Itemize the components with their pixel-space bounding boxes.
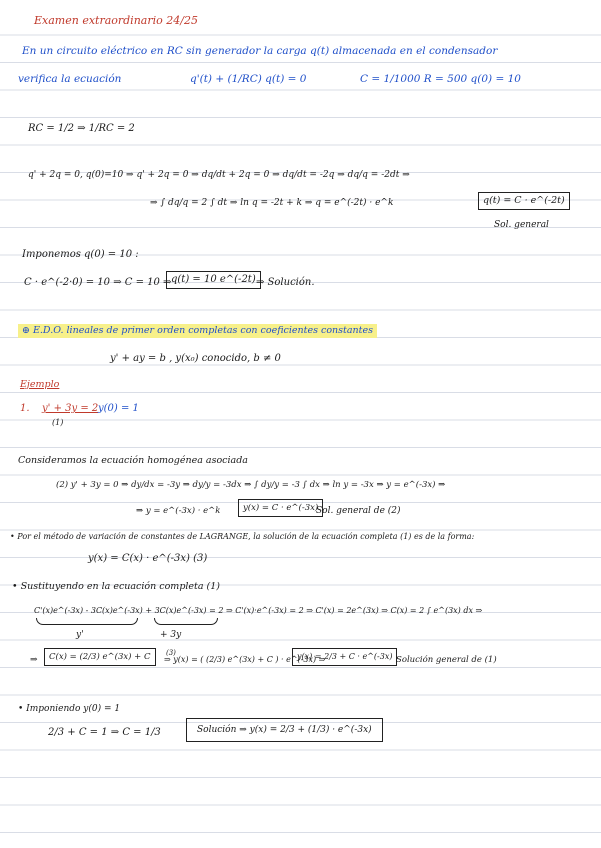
particular-solution-label: ⇒ Solución. [256,277,315,288]
section-heading: ⊕ E.D.O. lineales de primer orden completas con coeficientes constantes [18,324,377,338]
section-form: y' + ay = b , y(x₀) conocido, b ≠ 0 [110,353,281,364]
impose-line-2: 2/3 + C = 1 ⇒ C = 1/3 [48,727,161,738]
example-condition: y(0) = 1 [98,403,139,414]
general-box-1: y(x) = 2/3 + C · e^(-3x) [292,648,397,666]
homog-solution-box: y(x) = C · e^(-3x) [238,499,323,517]
general-solution-label: Sol. general [494,220,549,230]
homog-line: (2) y' + 3y = 0 ⇒ dy/dx = -3y ⇒ dy/y = -3dx ⇒ ∫ dy/y = -3 ∫ dx ⇒ ln y = -3x ⇒ y = e^(-3x) ⇒ [56,480,446,490]
subst-label: • Sustituyendo en la ecuación completa (1) [12,581,221,592]
problem-line-2-lead: verifica la ecuación [18,73,122,85]
brace-left-label: y' [76,630,84,640]
lagrange-form: y(x) = C(x) · e^(-3x) (3) [88,553,208,564]
rc-line: RC = 1/2 ⇒ 1/RC = 2 [28,123,135,134]
homog-label: Consideramos la ecuación homogénea asociada [18,455,248,466]
brace-right-label: + 3y [160,630,182,640]
page-title: Examen extraordinario 24/25 [34,14,198,27]
general-label-1: Solución general de (1) [396,655,497,665]
homog-solution-label: Sol. general de (2) [316,506,401,516]
example-number: 1. [20,403,30,414]
ode-line: q' + 2q = 0, q(0)=10 ⇒ q' + 2q = 0 ⇒ dq/dt + 2q = 0 ⇒ dq/dt = -2q ⇒ dq/q = -2dt ⇒ [28,170,410,180]
lagrange-line: • Por el método de variación de constantes de LAGRANGE, la solución de la ecuación completa (1) es de la forma: [10,532,475,541]
general-solution-box: q(t) = C · e^(-2t) [478,192,570,210]
impose-label-2: • Imponiendo y(0) = 1 [18,704,121,714]
example-eq-tag: (1) [52,418,64,427]
impose-line: C · e^(-2·0) = 10 ⇒ C = 10 ⇒ [24,277,172,288]
particular-solution-box: q(t) = 10 e^(-2t) [166,271,261,289]
impose-label: Imponemos q(0) = 10 : [22,249,139,260]
subst-line: C'(x)e^(-3x) - 3C(x)e^(-3x) + 3C(x)e^(-3x) = 2 ⇒ C'(x)·e^(-3x) = 2 ⇒ C'(x) = 2e^(3x) ⇒ C(x) = 2 ∫ e^(3x) dx ⇒ [34,606,483,615]
brace-y-prime [36,618,138,625]
homog-line-2: ⇒ y = e^(-3x) · e^k [136,506,221,516]
problem-equation: q'(t) + (1/RC) q(t) = 0 [190,73,307,85]
implies-arrow: ⇒ [30,655,38,665]
brace-3y [154,618,218,625]
final-solution-box: Solución ⇒ y(x) = 2/3 + (1/3) · e^(-3x) [186,718,383,742]
example-label: Ejemplo [20,379,60,390]
problem-line-1: En un circuito eléctrico en RC sin generador la carga q(t) almacenada en el condensador [22,45,498,57]
cx-box: C(x) = (2/3) e^(3x) + C [44,648,156,666]
problem-constants: C = 1/1000 R = 500 q(0) = 10 [360,73,521,85]
cx-tag: (3) [166,649,176,657]
integral-line: ⇒ ∫ dq/q = 2 ∫ dt ⇒ ln q = -2t + k ⇒ q = e^(-2t) · e^k [150,198,394,208]
cx-step: ⇒ y(x) = ( (2/3) e^(3x) + C ) · e^(-3x) ⇒ [164,655,326,664]
example-equation: y' + 3y = 2 [42,403,99,414]
